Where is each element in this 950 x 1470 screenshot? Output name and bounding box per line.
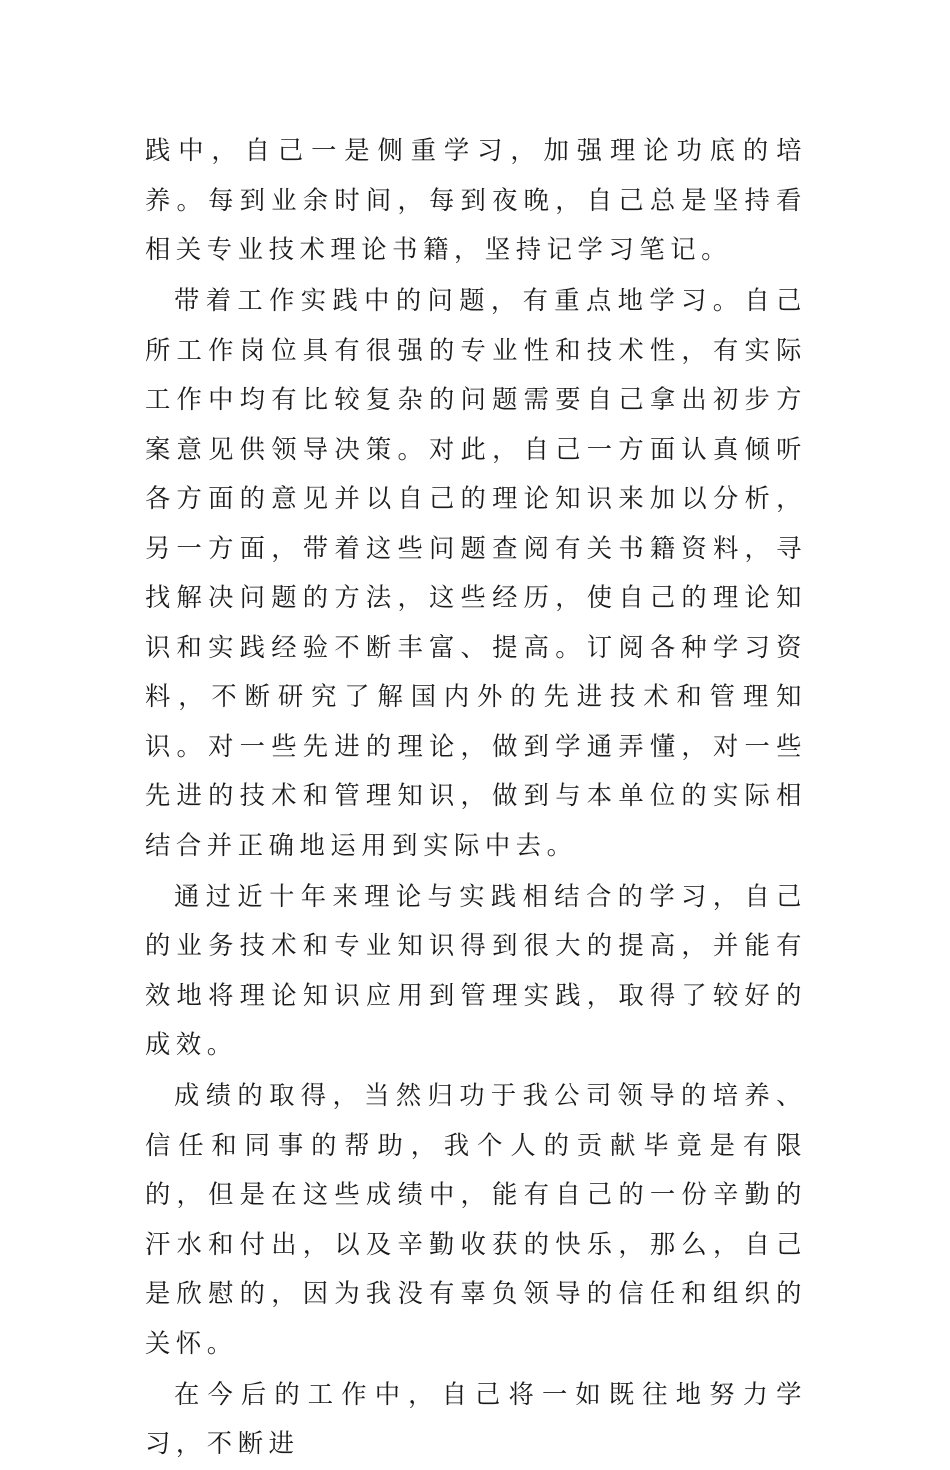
paragraph-achievements: 成绩的取得，当然归功于我公司领导的培养、信任和同事的帮助，我个人的贡献毕竟是有限的，但是在这些成绩中，能有自己的一份辛勤的汗水和付出，以及辛勤收获的快乐，那么，自己是欣慰的，因为我没有辜负领导的信任和组织的关怀。 [145, 1081, 807, 1358]
paragraph-ten-years-study: 通过近十年来理论与实践相结合的学习，自己的业务技术和专业知识得到很大的提高，并能有效地将理论知识应用到管理实践，取得了较好的成效。 [145, 881, 807, 1059]
document-body [145, 126, 807, 1470]
paragraph-future-work: 在今后的工作中，自己将一如既往地努力学习，不断进 [145, 1379, 807, 1458]
paragraph-continuation: 践中，自己一是侧重学习，加强理论功底的培养。每到业余时间，每到夜晚，自己总是坚持看相关专业技术理论书籍，坚持记学习笔记。 [145, 136, 807, 264]
paragraph-study-with-problems: 带着工作实践中的问题，有重点地学习。自己所工作岗位具有很强的专业性和技术性，有实际工作中均有比较复杂的问题需要自己拿出初步方案意见供领导决策。对此，自己一方面认真倾听各方面的意见并以自己的理论知识来加以分析，另一方面，带着这些问题查阅有关书籍资料，寻找解决问题的方法，这些经历，使自己的理论知识和实践经验不断丰富、提高。订阅各种学习资料，不断研究了解国内外的先进技术和管理知识。对一些先进的理论，做到学通弄懂，对一些先进的技术和管理知识，做到与本单位的实际相结合并正确地运用到实际中去。 [145, 286, 807, 860]
